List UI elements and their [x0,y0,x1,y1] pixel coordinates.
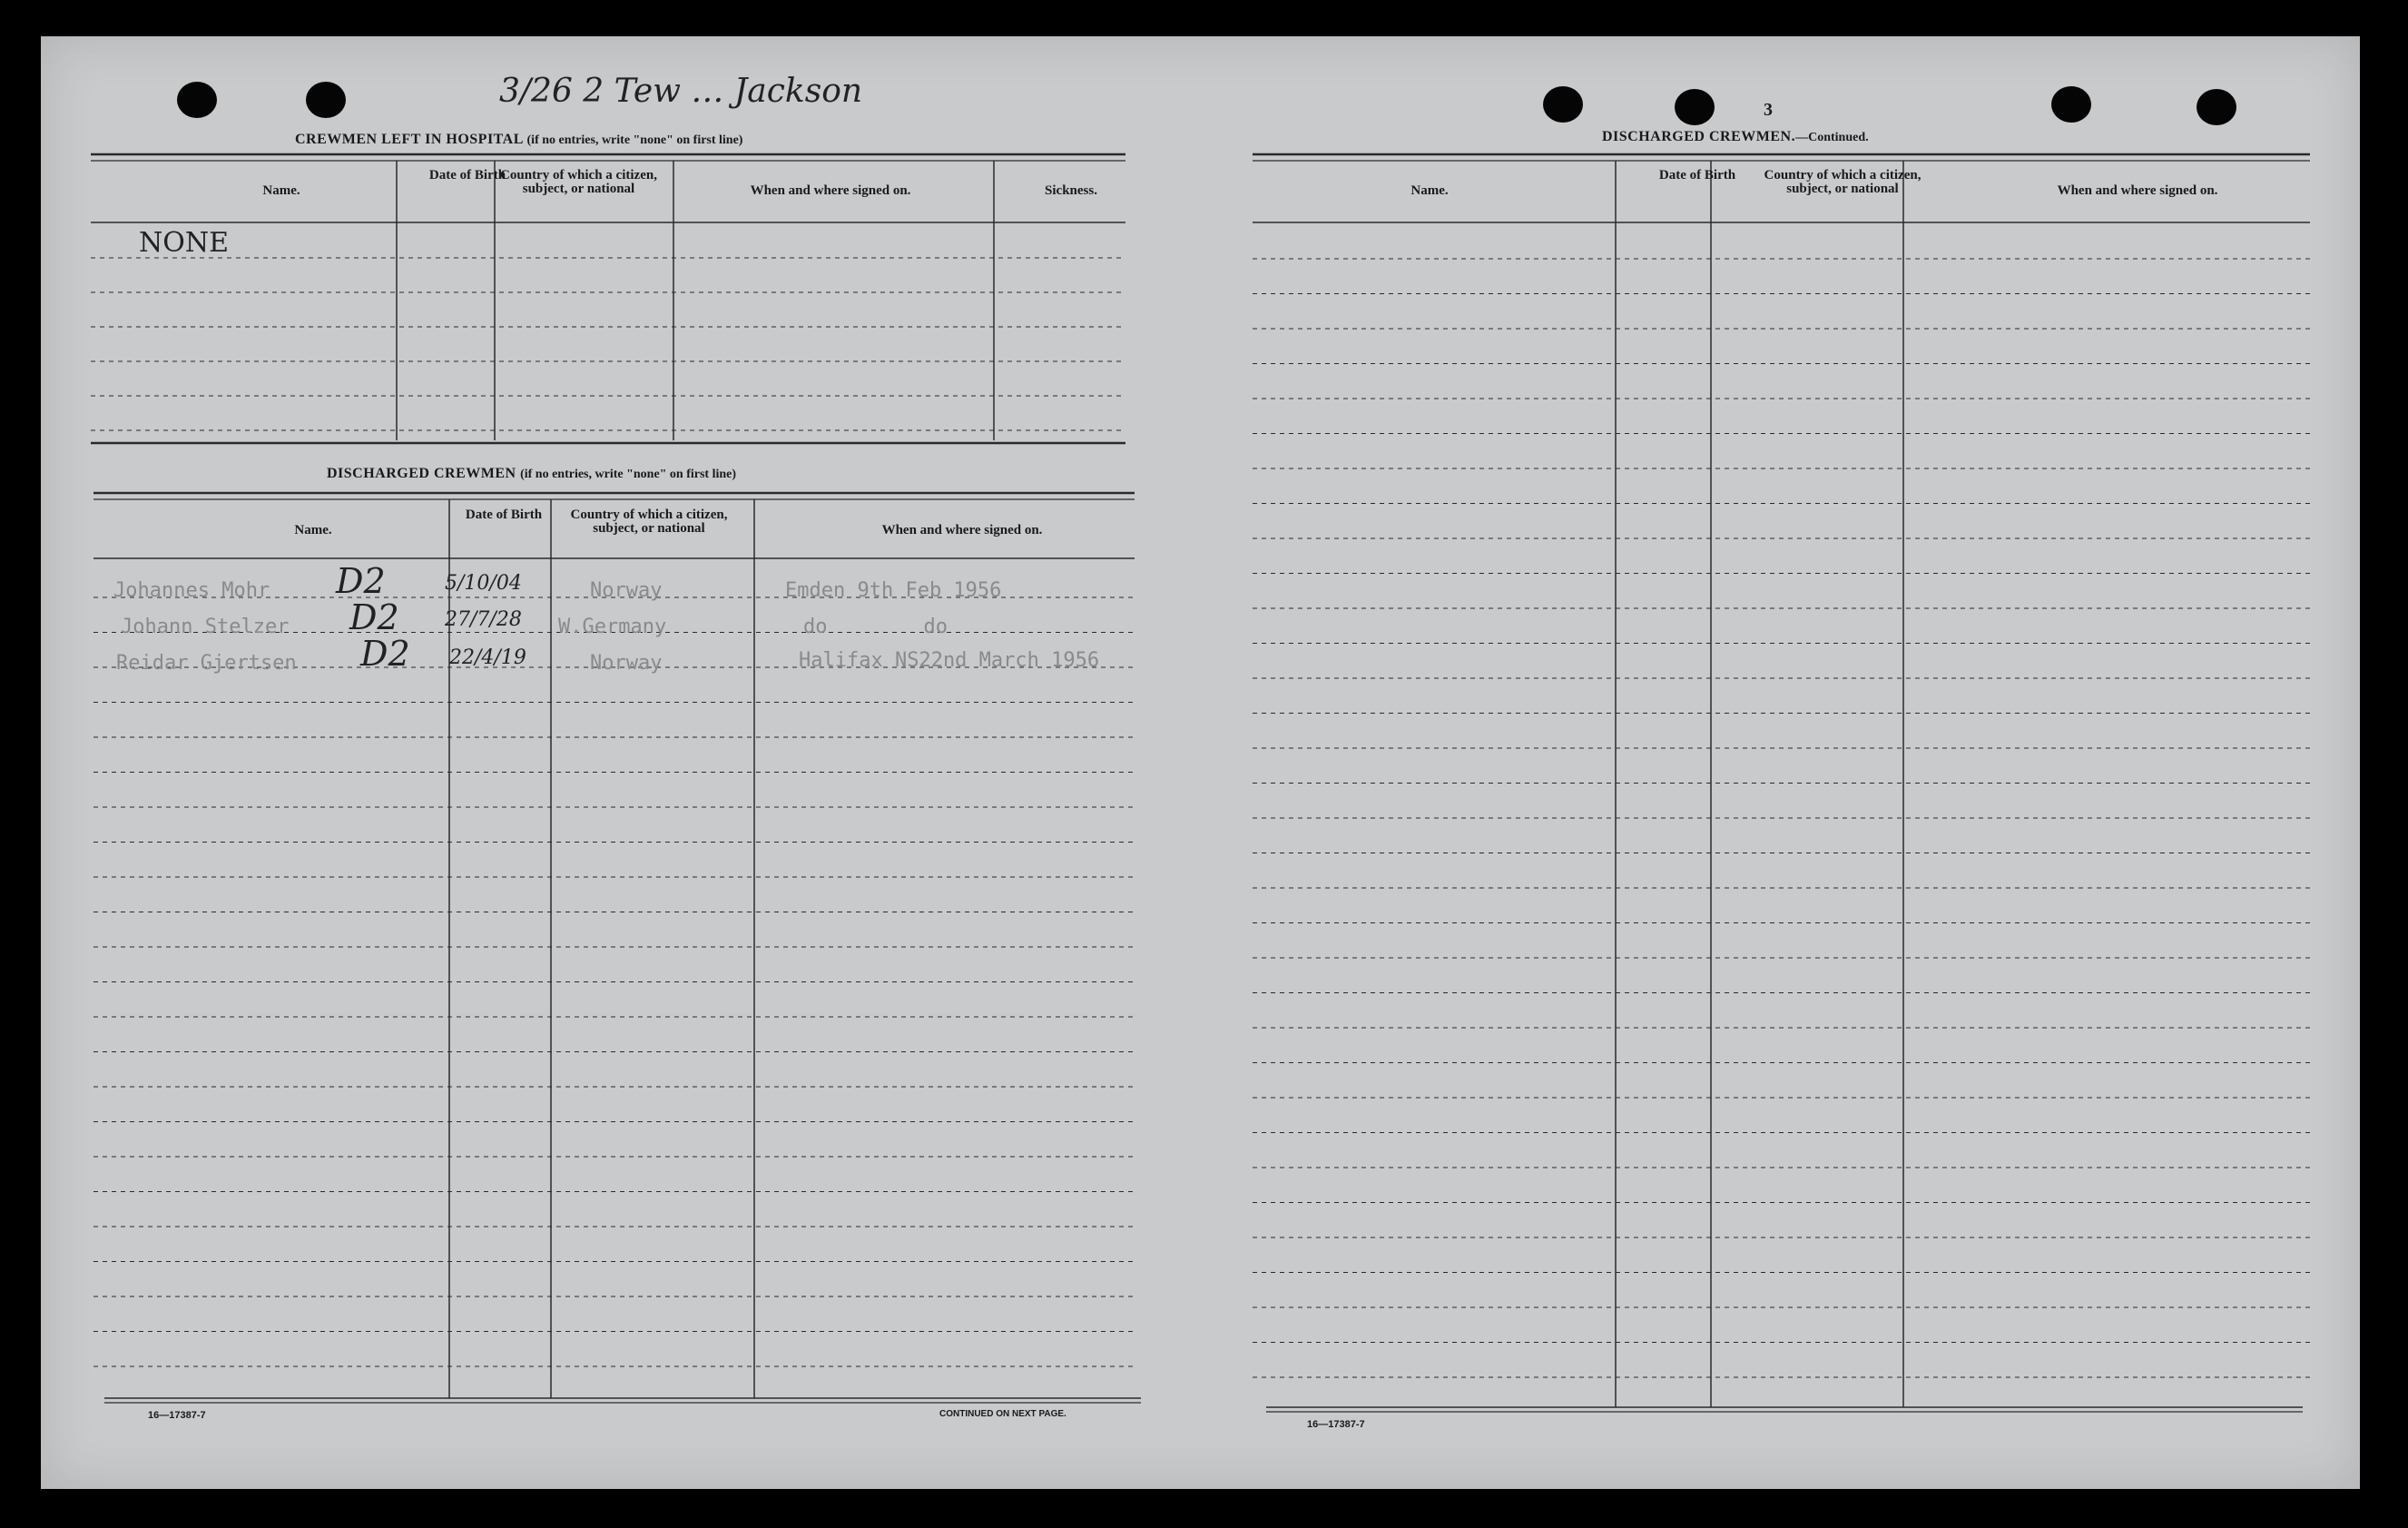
crew-country: Norway [590,579,663,602]
right-col-name: Name. [1410,183,1449,198]
crew-dob: 5/10/04 [445,572,522,595]
ruling-lines [41,36,2360,1489]
right-col-country: Country of which a citizen, subject, or national [1764,168,1921,196]
hospital-col-dob: Date of Birth [428,168,506,182]
right-col-signed-on: When and where signed on. [2057,183,2218,198]
hospital-col-sickness: Sickness. [1045,183,1097,198]
discharged-col-country: Country of which a citizen, subject, or national [570,508,728,536]
discharge-mark: D2 [360,634,410,674]
crew-country: Norway [590,652,663,675]
crew-dob: 27/7/28 [445,608,522,631]
form-number-right: 16—17387-7 [1307,1419,1365,1430]
crew-dob: 22/4/19 [449,646,526,669]
form-number-left: 16—17387-7 [148,1410,206,1421]
hospital-col-name: Name. [262,183,300,198]
crew-name: Johann Stelzer [121,616,290,638]
discharged-col-signed-on: When and where signed on. [881,523,1043,537]
hospital-section-title: CREWMEN LEFT IN HOSPITAL (if no entries, write "none" on first line) [295,132,743,147]
discharge-mark: D2 [336,561,386,601]
handwritten-header: 3/26 2 Tew … Jackson [499,73,863,110]
continued-note: CONTINUED ON NEXT PAGE. [939,1409,1066,1419]
crew-signed-on: Emden 9th Feb 1956 [785,579,1002,602]
crew-signed-on: do do [803,616,948,638]
discharged-col-dob: Date of Birth [465,508,543,522]
hospital-col-signed-on: When and where signed on. [750,183,911,198]
hospital-col-country: Country of which a citizen, subject, or national [500,168,657,196]
discharged-section-title: DISCHARGED CREWMEN (if no entries, write "none" on first line) [327,466,737,481]
crew-name: Reidar Gjertsen [116,652,297,675]
discharge-mark: D2 [349,597,399,637]
page-number: 3 [1764,100,1773,120]
discharged-col-name: Name. [294,523,332,537]
crew-signed-on: Halifax NS22nd March 1956 [799,649,1100,672]
form-sheet [41,36,2360,1489]
hospital-entry: NONE [139,227,229,259]
continued-section-title: DISCHARGED CREWMEN.—Continued. [1602,129,1869,144]
right-col-dob: Date of Birth [1658,168,1736,182]
crew-name: Johannes Mohr [113,579,270,602]
crew-country: W.Germany [558,616,667,638]
